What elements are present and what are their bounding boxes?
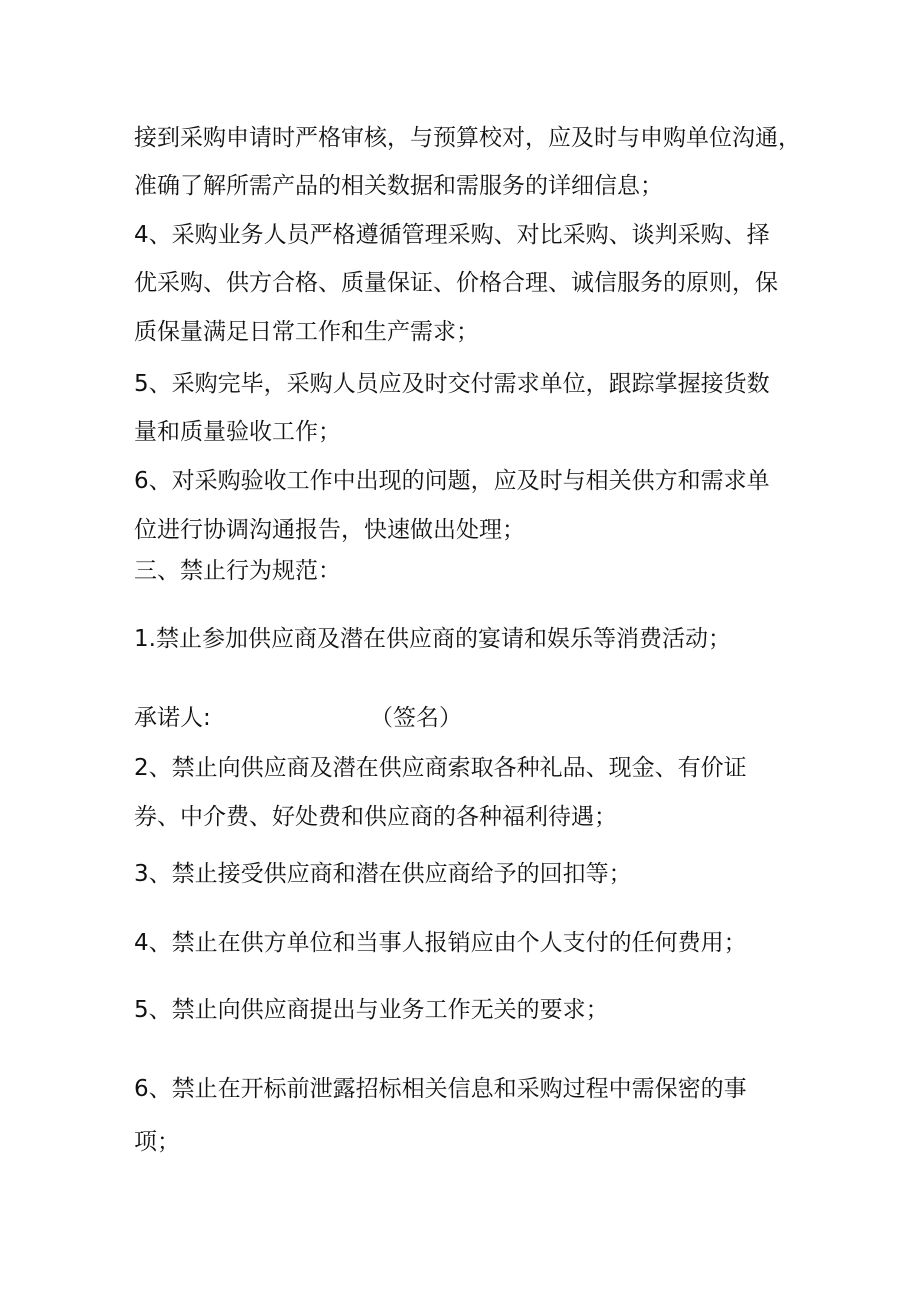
text-line: 准确了解所需产品的相关数据和需服务的详细信息； [134, 173, 663, 199]
text-line: 6、禁止在开标前泄露招标相关信息和采购过程中需保密的事 [134, 1076, 747, 1102]
signature-placeholder: （签名） [370, 705, 462, 731]
text-line: 4、采购业务人员严格遵循管理采购、对比采购、谈判采购、择 [134, 222, 770, 248]
text-line: 优采购、供方合格、质量保证、价格合理、诚信服务的原则，保 [134, 270, 778, 296]
text-line: 1.禁止参加供应商及潜在供应商的宴请和娱乐等消费活动； [134, 626, 731, 652]
text-line: 2、禁止向供应商及潜在供应商索取各种礼品、现金、有价证 [134, 755, 747, 781]
text-line: 量和质量验收工作； [134, 419, 341, 445]
text-line: 项； [134, 1129, 180, 1155]
text-line: 4、禁止在供方单位和当事人报销应由个人支付的任何费用； [134, 930, 747, 956]
text-line: 接到采购申请时严格审核，与预算校对，应及时与申购单位沟通， [134, 125, 801, 151]
text-line: 质保量满足日常工作和生产需求； [134, 319, 479, 345]
text-line: 3、禁止接受供应商和潜在供应商给予的回扣等； [134, 861, 632, 887]
text-line: 券、中介费、好处费和供应商的各种福利待遇； [134, 804, 617, 830]
text-line: 5、采购完毕，采购人员应及时交付需求单位，跟踪掌握接货数 [134, 371, 770, 397]
section-heading: 三、禁止行为规范： [134, 558, 341, 584]
signature-label: 承诺人: [134, 705, 211, 731]
text-line: 5、禁止向供应商提出与业务工作无关的要求； [134, 997, 609, 1023]
text-line: 位进行协调沟通报告，快速做出处理； [134, 517, 525, 543]
text-line: 6、对采购验收工作中出现的问题，应及时与相关供方和需求单 [134, 468, 770, 494]
